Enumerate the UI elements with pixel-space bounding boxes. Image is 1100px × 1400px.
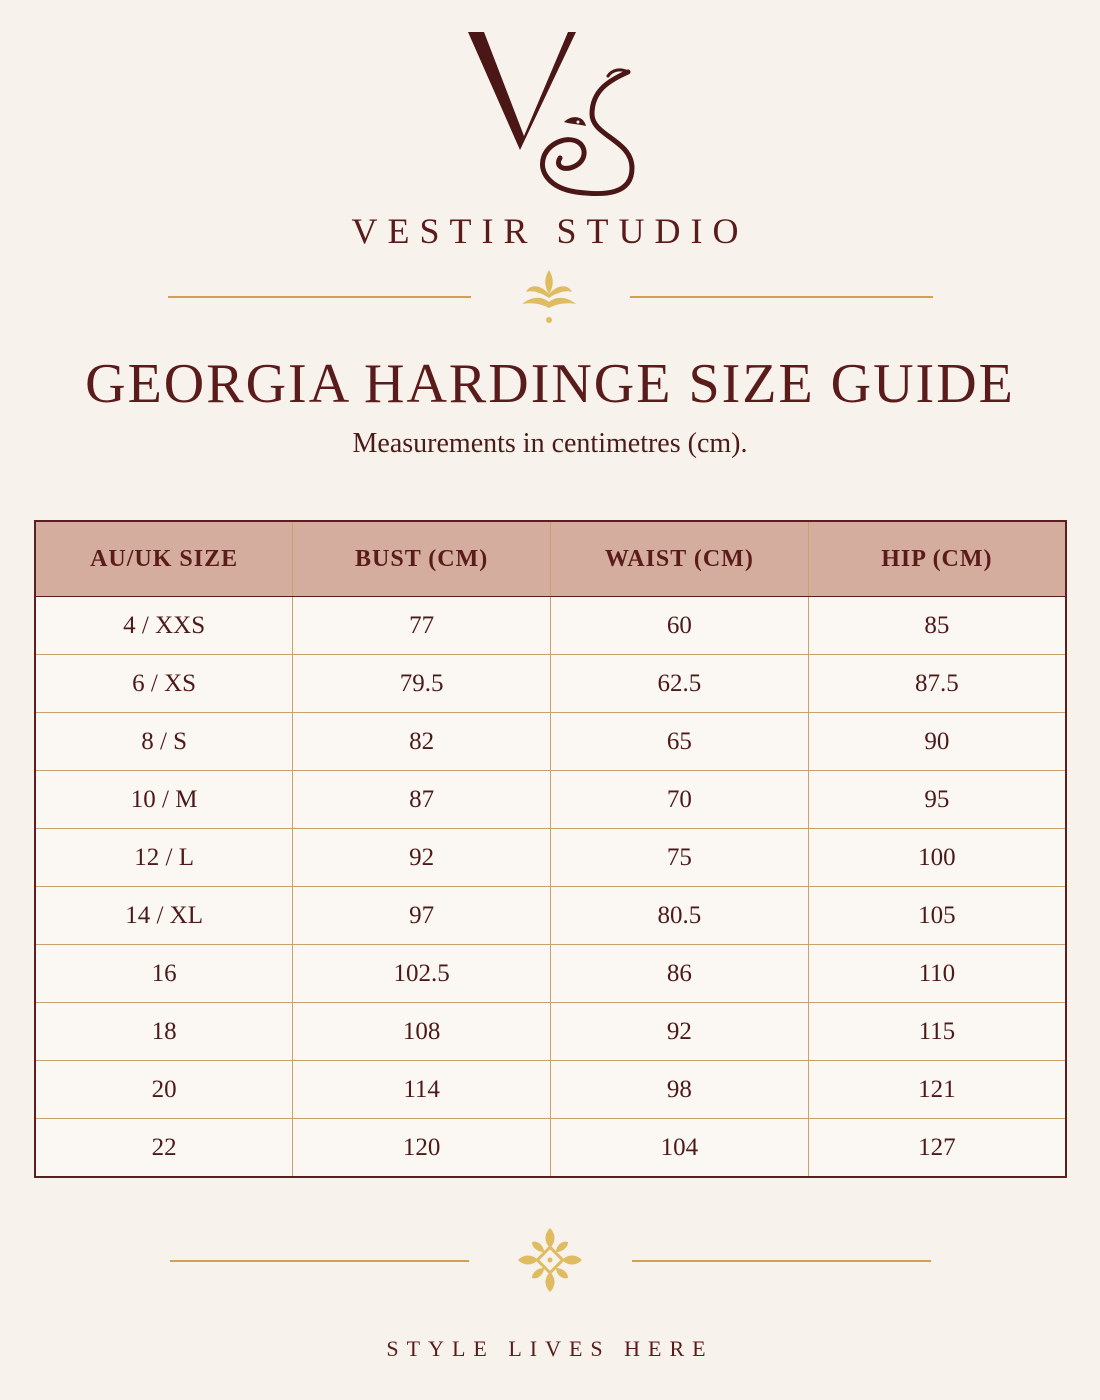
table-row: [35, 887, 1066, 945]
cell-waist: 62.5: [551, 655, 809, 713]
cell-waist: 104: [551, 1119, 809, 1178]
cell-hip: 95: [808, 771, 1066, 829]
bottom-divider-right: [632, 1260, 931, 1262]
table-row: [35, 1061, 1066, 1119]
fleur-ornament-icon: [518, 266, 580, 326]
cell-size: 6 / XS: [35, 655, 293, 713]
cell-hip: 90: [808, 713, 1066, 771]
cell-waist: 80.5: [551, 887, 809, 945]
cell-bust: 114: [293, 1061, 551, 1119]
cell-size: 10 / M: [35, 771, 293, 829]
cell-waist: 70: [551, 771, 809, 829]
cell-waist: 92: [551, 1003, 809, 1061]
cell-hip: 127: [918, 1133, 956, 1161]
cell-bust: 87: [293, 771, 551, 829]
cell-size: 4 / XXS: [35, 597, 293, 655]
cell-hip: 85: [808, 597, 1066, 655]
table-row: [35, 1003, 1066, 1061]
cell-size: 12 / L: [35, 829, 293, 887]
cell-waist: 86: [551, 945, 809, 1003]
cell-size: 18: [35, 1003, 293, 1061]
cell-bust: 77: [293, 597, 551, 655]
header-bust: BUST (CM): [293, 521, 551, 597]
table-row: [35, 945, 1066, 1003]
cell-waist: 98: [551, 1061, 809, 1119]
table-row: [35, 1119, 1066, 1178]
page-subtitle: Measurements in centimetres (cm).: [352, 428, 748, 459]
cell-size: 16: [35, 945, 293, 1003]
brand-name: VESTIR STUDIO: [351, 211, 749, 251]
cell-waist: 65: [551, 713, 809, 771]
cell-hip: 121: [808, 1061, 1066, 1119]
cell-waist: 60: [551, 597, 809, 655]
cell-hip: 115: [808, 1003, 1066, 1061]
cell-hip: 100: [808, 829, 1066, 887]
cell-hip: 87.5: [808, 655, 1066, 713]
bottom-divider-left: [170, 1260, 469, 1262]
table-row: [35, 829, 1066, 887]
cell-size: 8 / S: [35, 713, 293, 771]
cell-size: 14 / XL: [35, 887, 293, 945]
vs-monogram-logo-icon: [460, 28, 640, 200]
cell-bust: 102.5: [293, 945, 551, 1003]
cell-bust: 92: [293, 829, 551, 887]
page-title: GEORGIA HARDINGE SIZE GUIDE: [85, 353, 1015, 415]
header-waist: WAIST (CM): [551, 521, 809, 597]
table-row: [35, 771, 1066, 829]
cell-waist: 75: [551, 829, 809, 887]
cell-bust: 120: [293, 1119, 551, 1178]
cell-size: 20: [35, 1061, 293, 1119]
table-row: [35, 713, 1066, 771]
size-table: [34, 520, 1067, 1178]
cell-bust: 108: [293, 1003, 551, 1061]
cell-hip: 110: [808, 945, 1066, 1003]
cell-hip: 105: [808, 887, 1066, 945]
cell-bust: 82: [293, 713, 551, 771]
top-divider-left: [168, 296, 471, 298]
header-hip: HIP (CM): [808, 521, 1066, 597]
header-size: AU/UK SIZE: [35, 521, 293, 597]
table-row: [35, 597, 1066, 655]
top-divider-right: [630, 296, 933, 298]
cell-size: 22: [35, 1119, 293, 1178]
cell-bust: 97: [293, 887, 551, 945]
brand-tagline: STYLE LIVES HERE: [386, 1336, 714, 1361]
table-row: [35, 655, 1066, 713]
cell-bust: 79.5: [293, 655, 551, 713]
floral-ornament-icon: [514, 1224, 586, 1296]
table-header-row: [35, 521, 1066, 597]
